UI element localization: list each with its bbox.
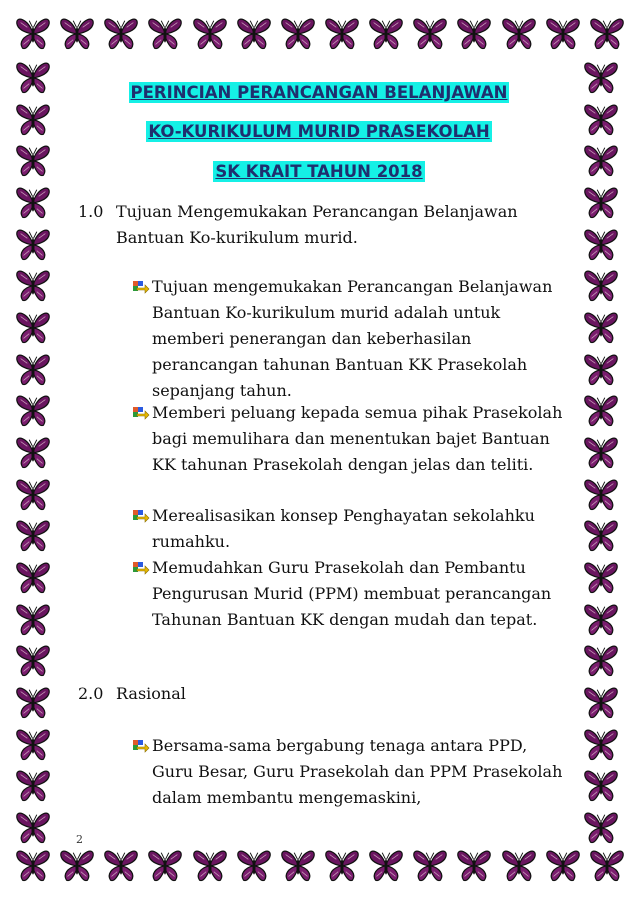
butterfly-icon (102, 14, 140, 52)
butterfly-icon (279, 14, 317, 52)
butterfly-icon (588, 846, 626, 884)
butterfly-icon (411, 14, 449, 52)
butterfly-icon (544, 846, 582, 884)
arrow-bullet-icon (132, 405, 150, 421)
butterfly-icon (102, 846, 140, 884)
list-item (132, 555, 572, 633)
butterfly-icon (582, 516, 620, 554)
butterfly-icon (58, 14, 96, 52)
butterfly-icon (411, 846, 449, 884)
list-item-text: Memudahkan Guru Prasekolah dan Pembantu Pengurusan Murid (PPM) membuat perancangan Tahunan Bantuan KK dengan mudah dan tepat. (152, 558, 552, 629)
butterfly-icon (582, 725, 620, 763)
butterfly-icon (14, 350, 52, 388)
arrow-bullet-icon (132, 508, 150, 524)
list-item (132, 503, 572, 555)
butterfly-icon (14, 308, 52, 346)
butterfly-icon (14, 558, 52, 596)
butterfly-icon (323, 846, 361, 884)
butterfly-icon (582, 308, 620, 346)
butterfly-icon (14, 391, 52, 429)
document-title (0, 83, 638, 102)
list-item-text: Bersama-sama bergabung tenaga antara PPD, Guru Besar, Guru Prasekolah dan PPM Prasekolah dalam membantu mengemaskini, (152, 736, 563, 807)
page-number: 2 (76, 833, 83, 846)
butterfly-icon (14, 183, 52, 221)
butterfly-border-top (14, 14, 626, 58)
butterfly-icon (14, 600, 52, 638)
document-school-year (0, 162, 638, 181)
butterfly-icon (582, 600, 620, 638)
butterfly-icon (367, 14, 405, 52)
arrow-bullet-icon (132, 279, 150, 295)
butterfly-icon (146, 846, 184, 884)
butterfly-icon (235, 846, 273, 884)
butterfly-icon (14, 516, 52, 554)
title-line-3: SK KRAIT TAHUN 2018 (215, 162, 423, 181)
arrow-bullet-icon (132, 560, 150, 576)
butterfly-icon (582, 683, 620, 721)
butterfly-icon (367, 846, 405, 884)
butterfly-icon (14, 641, 52, 679)
butterfly-icon (582, 766, 620, 804)
butterfly-icon (235, 14, 273, 52)
butterfly-icon (14, 475, 52, 513)
butterfly-icon (582, 808, 620, 846)
title-line-1: PERINCIAN PERANCANGAN BELANJAWAN (130, 83, 508, 102)
butterfly-icon (191, 846, 229, 884)
butterfly-icon (455, 14, 493, 52)
butterfly-icon (14, 225, 52, 263)
butterfly-icon (455, 846, 493, 884)
list-item (132, 400, 572, 478)
butterfly-icon (582, 433, 620, 471)
list-item-text: Memberi peluang kepada semua pihak Prasekolah bagi memulihara dan menentukan bajet Bantuan KK tahunan Prasekolah dengan jelas dan teliti. (152, 403, 563, 474)
title-line-2: KO-KURIKULUM MURID PRASEKOLAH (148, 122, 490, 141)
list-item (132, 274, 572, 404)
section-number: 1.0 (78, 202, 104, 221)
butterfly-icon (146, 14, 184, 52)
butterfly-icon (279, 846, 317, 884)
butterfly-icon (582, 183, 620, 221)
butterfly-icon (14, 846, 52, 884)
butterfly-icon (58, 846, 96, 884)
butterfly-icon (14, 766, 52, 804)
butterfly-icon (14, 725, 52, 763)
butterfly-icon (191, 14, 229, 52)
butterfly-icon (582, 350, 620, 388)
butterfly-border-bottom (14, 846, 626, 890)
section-title: Rasional (116, 684, 186, 703)
butterfly-icon (544, 14, 582, 52)
butterfly-icon (14, 433, 52, 471)
butterfly-icon (582, 266, 620, 304)
document-subtitle (0, 122, 638, 141)
butterfly-icon (14, 808, 52, 846)
section-title: Tujuan Mengemukakan Perancangan Belanjawan Bantuan Ko-kurikulum murid. (116, 202, 518, 247)
butterfly-icon (582, 391, 620, 429)
butterfly-icon (500, 846, 538, 884)
butterfly-icon (582, 641, 620, 679)
butterfly-icon (582, 225, 620, 263)
butterfly-icon (582, 475, 620, 513)
butterfly-icon (500, 14, 538, 52)
list-item-text: Merealisasikan konsep Penghayatan sekolahku rumahku. (152, 506, 535, 551)
butterfly-icon (14, 683, 52, 721)
butterfly-icon (14, 14, 52, 52)
butterfly-icon (14, 266, 52, 304)
list-item-text: Tujuan mengemukakan Perancangan Belanjawan Bantuan Ko-kurikulum murid adalah untuk memberi penerangan dan keberhasilan perancangan tahunan Bantuan KK Prasekolah sepanjang tahun. (152, 277, 553, 400)
butterfly-icon (588, 14, 626, 52)
butterfly-icon (582, 558, 620, 596)
butterfly-icon (323, 14, 361, 52)
arrow-bullet-icon (132, 738, 150, 754)
section-number: 2.0 (78, 684, 104, 703)
list-item (132, 733, 572, 811)
